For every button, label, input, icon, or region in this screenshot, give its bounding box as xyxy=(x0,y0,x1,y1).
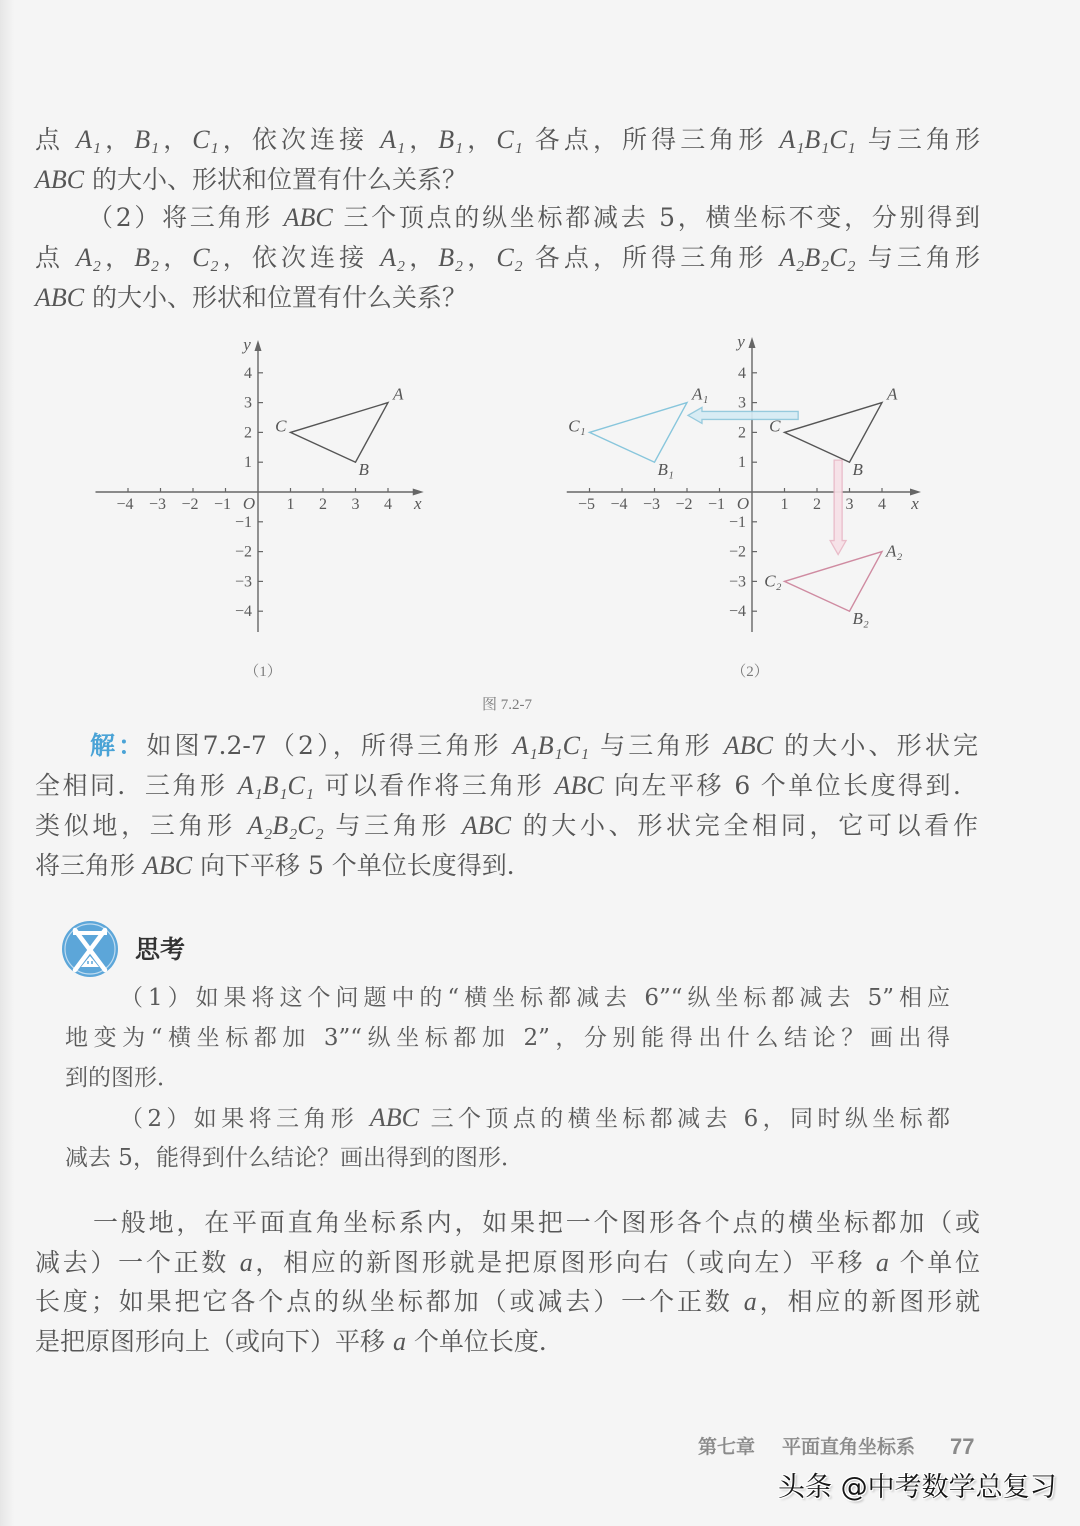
math-variable: A₁ xyxy=(380,125,406,154)
y-tick-label: 4 xyxy=(244,364,252,382)
think-line: 减去 5，能得到什么结论？画出得到的图形． xyxy=(65,1145,524,1171)
x-tick-label: −3 xyxy=(642,496,661,513)
math-variable: C₂ xyxy=(496,243,523,272)
summary-line: 一般地，在平面直角坐标系内，如果把一个图形各个点的横坐标都加（或 xyxy=(93,1208,980,1237)
problem-line: 点 A₂，B₂，C₂，依次连接 A₂，B₂，C₂ 各点，所得三角形 A₂B₂C₂ 与三角形 xyxy=(35,243,980,272)
math-variable: a xyxy=(239,1248,253,1277)
math-variable: B₂ xyxy=(134,243,160,272)
y-axis-label: y xyxy=(737,332,745,352)
vertex-label: A₂ xyxy=(886,541,903,561)
coordinate-plane-figure-2 xyxy=(555,330,940,650)
vertex-label: C₁ xyxy=(568,416,586,436)
think-line: 地变为“横坐标都加 3”“纵坐标都加 2”，分别能得出什么结论？画出得 xyxy=(65,1025,950,1051)
y-axis-arrow-icon xyxy=(749,337,756,348)
vertex-label: C xyxy=(769,416,781,436)
think-title: 思考 xyxy=(135,935,186,964)
math-variable: A₂ xyxy=(76,243,102,272)
figure-subcaption-1: （1） xyxy=(244,664,282,680)
origin-label: O xyxy=(242,494,256,513)
x-tick-label: −1 xyxy=(707,496,726,513)
y-tick-label: 4 xyxy=(738,364,746,382)
y-tick-label: 1 xyxy=(738,454,746,472)
x-axis-label: x xyxy=(911,494,919,513)
y-tick-label: 3 xyxy=(244,394,252,412)
math-variable: A₁B₁C₁ xyxy=(512,731,590,760)
thinking-hourglass-icon xyxy=(61,920,119,978)
y-tick-label: −1 xyxy=(728,513,746,531)
x-tick-label: −2 xyxy=(675,496,693,513)
x-tick-label: 1 xyxy=(780,496,789,513)
y-tick-label: 2 xyxy=(244,424,252,442)
x-tick-label: 1 xyxy=(286,496,295,513)
vertex-label: B xyxy=(358,460,369,480)
triangle-A₁B₁C₁ xyxy=(590,403,688,463)
origin-label: O xyxy=(736,494,750,513)
y-tick-label: −1 xyxy=(234,513,252,531)
math-variable: ABC xyxy=(723,731,773,760)
y-tick-label: −4 xyxy=(728,603,746,621)
y-tick-label: −3 xyxy=(728,573,746,591)
x-tick-label: −4 xyxy=(116,496,134,513)
math-variable: C₁ xyxy=(192,125,219,154)
solution-text: 如图7.2-7（2），所得三角形 A₁B₁C₁ 与三角形 ABC 的大小、形状完 xyxy=(146,731,978,760)
y-axis-label: y xyxy=(243,335,251,355)
solution-line: 全相同．三角形 A₁B₁C₁ 可以看作将三角形 ABC 向左平移 6 个单位长度得到． xyxy=(35,771,979,800)
vertex-label: B xyxy=(852,460,863,480)
math-variable: ABC xyxy=(283,203,333,232)
vertex-label: B₂ xyxy=(852,609,869,629)
math-variable: a xyxy=(875,1248,889,1277)
think-line: （2）如果将三角形 ABC 三个顶点的横坐标都减去 6，同时纵坐标都 xyxy=(120,1103,950,1132)
problem-line: ABC 的大小、形状和位置有什么关系？ xyxy=(35,283,468,312)
summary-line: 是把原图形向上（或向下）平移 a 个单位长度． xyxy=(35,1327,564,1356)
x-axis-label: x xyxy=(413,494,422,513)
y-tick-label: 1 xyxy=(244,454,252,472)
math-variable: ABC xyxy=(369,1103,419,1132)
math-variable: ABC xyxy=(461,811,511,840)
think-line: 到的图形． xyxy=(65,1065,180,1091)
vertex-label: A₁ xyxy=(692,384,709,404)
math-variable: C₁ xyxy=(496,125,523,154)
x-tick-label: 3 xyxy=(351,496,360,513)
math-variable: A₁B₁C₁ xyxy=(779,125,856,154)
chapter-title: 平面直角坐标系 xyxy=(782,1436,916,1458)
y-tick-label: −4 xyxy=(234,603,252,621)
math-variable: ABC xyxy=(35,165,85,194)
x-tick-label: 3 xyxy=(845,496,854,513)
y-tick-label: −3 xyxy=(234,573,252,591)
math-variable: A₂ xyxy=(380,243,406,272)
math-variable: A₁B₁C₁ xyxy=(237,771,314,800)
math-variable: C₂ xyxy=(192,243,219,272)
translation-arrow-icon xyxy=(830,460,846,554)
problem-line: ABC 的大小、形状和位置有什么关系？ xyxy=(35,165,468,194)
x-tick-label: −5 xyxy=(577,496,596,513)
coordinate-plane-figure-1 xyxy=(80,330,440,650)
math-variable: ABC xyxy=(35,283,85,312)
triangle-ABC xyxy=(291,403,389,463)
x-tick-label: 4 xyxy=(878,496,886,513)
watermark: 头条 @中考数学总复习 xyxy=(778,1472,1057,1503)
vertex-label: A xyxy=(393,384,404,404)
x-tick-label: −2 xyxy=(181,496,199,513)
math-variable: B₁ xyxy=(134,125,160,154)
solution-line: 将三角形 ABC 向下平移 5 个单位长度得到． xyxy=(35,851,532,880)
y-tick-label: −2 xyxy=(234,543,252,561)
x-tick-label: −1 xyxy=(213,496,232,513)
x-tick-label: 4 xyxy=(384,496,392,513)
y-axis-arrow-icon xyxy=(255,340,262,351)
math-variable: B₂ xyxy=(438,243,464,272)
math-variable: a xyxy=(392,1327,406,1356)
vertex-label: C xyxy=(275,416,287,436)
chapter-label: 第七章 xyxy=(698,1436,756,1458)
problem-line: （2）将三角形 ABC 三个顶点的纵坐标都减去 5，横坐标不变，分别得到 xyxy=(88,203,980,232)
y-tick-label: 2 xyxy=(738,424,746,442)
summary-line: 长度；如果把它各个点的纵坐标都加（或减去）一个正数 a，相应的新图形就 xyxy=(35,1287,980,1316)
x-tick-label: −3 xyxy=(148,496,167,513)
math-variable: ABC xyxy=(142,851,193,880)
math-variable: A₁ xyxy=(76,125,102,154)
triangle-A₂B₂C₂ xyxy=(785,552,883,612)
figure-subcaption-2: （2） xyxy=(731,664,769,680)
y-tick-label: −2 xyxy=(728,543,746,561)
x-tick-label: 2 xyxy=(319,496,327,513)
vertex-label: A xyxy=(887,384,898,404)
solution-line: 类似地，三角形 A₂B₂C₂ 与三角形 ABC 的大小、形状完全相同，它可以看作 xyxy=(35,811,979,840)
triangle-ABC xyxy=(785,403,883,463)
vertex-label: C₂ xyxy=(764,571,782,591)
page-number: 77 xyxy=(950,1434,975,1459)
problem-line: 点 A₁，B₁，C₁，依次连接 A₁，B₁，C₁ 各点，所得三角形 A₁B₁C₁ 与三角形 xyxy=(35,125,980,154)
summary-line: 减去）一个正数 a，相应的新图形就是把原图形向右（或向左）平移 a 个单位 xyxy=(35,1248,981,1277)
math-variable: A₂B₂C₂ xyxy=(247,811,324,840)
solution-label: 解： xyxy=(90,731,147,760)
vertex-label: B₁ xyxy=(657,460,674,480)
think-line: （1）如果将这个问题中的“横坐标都减去 6”“纵坐标都减去 5”相应 xyxy=(120,985,950,1011)
solution-line xyxy=(90,726,978,766)
math-variable: a xyxy=(743,1287,757,1316)
math-variable: B₁ xyxy=(438,125,464,154)
figure-caption: 图 7.2-7 xyxy=(482,697,532,713)
math-variable: A₂B₂C₂ xyxy=(779,243,856,272)
y-tick-label: 3 xyxy=(738,394,746,412)
x-tick-label: 2 xyxy=(813,496,821,513)
x-tick-label: −4 xyxy=(610,496,628,513)
math-variable: ABC xyxy=(554,771,604,800)
